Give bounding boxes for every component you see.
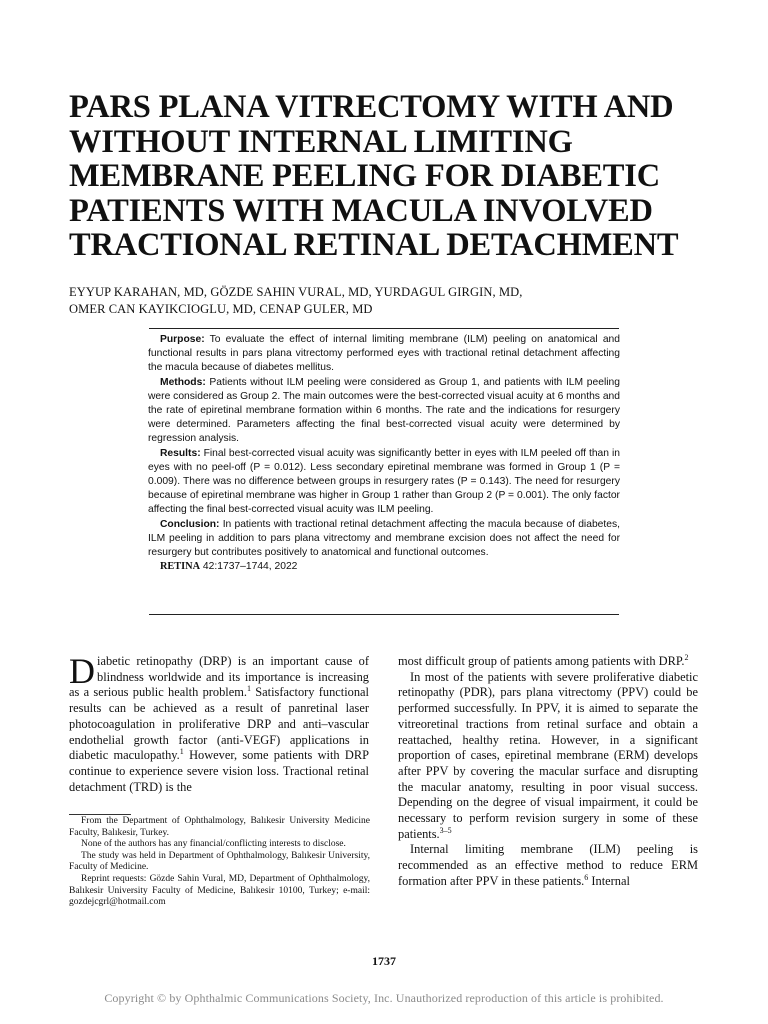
abstract [148,333,620,574]
conclusion-label: Conclusion: [160,518,220,530]
copyright-notice: Copyright © by Ophthalmic Communications Society, Inc. Unauthorized reproduction of this article is prohibited. [104,991,664,1005]
body-text: Internal limiting membrane (ILM) peeling is recommended as an effective method to reduce ERM formation after PPV in these patients. [398,842,698,888]
body-column-right [398,654,698,890]
body-column-left [69,651,370,795]
results-label: Results: [160,447,201,459]
body-text: In most of the patients with severe proliferative diabetic retinopathy (PDR), pars plana vitrectomy (PPV) could be performed successfully. In PPV, it is aimed to separate the vitreoretinal tractions from retinal surface and obtain a reattached, healthy retina. However, in a significant proportion of cases, epiretinal membrane (ERM) develops after PPV by covering the macular surface and disrupting the macular anatomy, resulting in poor visual success. Depending on the degree of visual impairment, it could be necessary to perform revision surgery in some of these patients. [398,669,698,841]
body-paragraph [398,670,698,843]
author-line: EYYUP KARAHAN, MD, GÖZDE SAHIN VURAL, MD, YURDAGUL GIRGIN, MD, [69,285,523,299]
article-title [69,90,699,263]
conclusion-text: In patients with tractional retinal detachment affecting the macula because of diabetes, ILM peeling in addition to pars plana vitrectomy and membrane excision does not affect the need for resurgery but contributes positively to anatomical and functional outcomes. [148,518,620,559]
abstract-purpose [148,333,620,376]
body-text: iabetic retinopathy (DRP) is an important cause of blindness worldwide and its importance is increasing as a serious public health problem. [69,654,369,700]
methods-text: Patients without ILM peeling were considered as Group 1, and patients with ILM peeling were considered as Group 2. The main outcomes were the best-corrected visual acuity at 6 months and the rate of epiretinal membrane formation within 6 months. The rate and the indications for resurgery were determined. Parameters affecting the final best-corrected visual acuity were determined by regression analysis. [148,376,620,445]
abstract-conclusion [148,518,620,561]
abstract-citation [148,560,620,574]
purpose-label: Purpose: [160,334,205,345]
author-line: OMER CAN KAYIKCIOGLU, MD, CENAP GULER, MD [69,302,373,316]
body-text: Satisfactory functional results can be achieved as a result of panretinal laser photocoagulation in proliferative DRP and anti–vascular endothelial growth factor (anti-VEGF) applications in diabetic maculopathy. [69,685,369,763]
reference-marker: 3–5 [439,825,452,835]
title-line: MEMBRANE PEELING FOR DIABETIC [69,158,660,194]
title-line: TRACTIONAL RETINAL DETACHMENT [69,227,679,263]
footnote: None of the authors has any financial/conflicting interests to disclose. [81,839,346,850]
body-paragraph [398,842,698,889]
footnote-rule [69,814,131,815]
reference-marker: 2 [684,652,689,662]
footnote: From the Department of Ophthalmology, Balıkesir University Medicine Faculty, Balıkesir, Turkey. [69,816,370,838]
author-list [69,284,709,318]
reference-marker: 1 [179,747,184,757]
abstract-bottom-rule [149,614,619,615]
abstract-top-rule [149,328,619,329]
page-number: 1737 [372,954,396,968]
footnote: Reprint requests: Gözde Sahin Vural, MD, Department of Ophthalmology, Balıkesir University Faculty of Medicine, Balıkesir 10100, Turkey; e-mail: gozdejcgrl@hotmail.com [69,873,370,908]
purpose-text: To evaluate the effect of internal limiting membrane (ILM) peeling on anatomical and functional results in pars plana vitrectomy performed eyes with tractional retinal detachment affecting the macula because of diabetes mellitus. [148,334,620,374]
abstract-methods [148,376,620,447]
body-paragraph [69,651,370,795]
body-paragraph [398,654,698,670]
reference-marker: 6 [584,872,589,882]
abstract-results [148,447,620,518]
citation-journal: RETINA [160,561,201,573]
title-line: PARS PLANA VITRECTOMY WITH AND [69,89,674,125]
drop-cap: D [69,651,95,691]
methods-label: Methods: [160,376,206,388]
citation-text: 42:1737–1744, 2022 [200,561,298,573]
body-text: However, some patients with DRP continue to experience severe vision loss. Tractional retinal detachment (TRD) is the [69,748,370,794]
title-line: PATIENTS WITH MACULA INVOLVED [69,192,653,229]
body-text: most difficult group of patients among patients with DRP. [398,654,685,668]
title-line: WITHOUT INTERNAL LIMITING [69,123,573,160]
body-text: Internal [588,873,630,888]
footnote: The study was held in Department of Ophthalmology, Balıkesir University, Faculty of Medicine. [69,850,370,873]
reference-marker: 1 [247,684,251,694]
footnotes [69,816,370,909]
results-text: Final best-corrected visual acuity was significantly better in eyes with ILM peeled off than in eyes with no peel-off (P = 0.012). Less secondary epiretinal membrane was formed in Group 1 (P = 0.009). There was no difference between groups in resurgery rates (P = 0.143). The need for resurgery because of epiretinal membrane was higher in Group 1 rather than Group 2 (P = 0.001). The only factor affecting the final best-corrected visual acuity was ILM peeling. [148,447,620,516]
